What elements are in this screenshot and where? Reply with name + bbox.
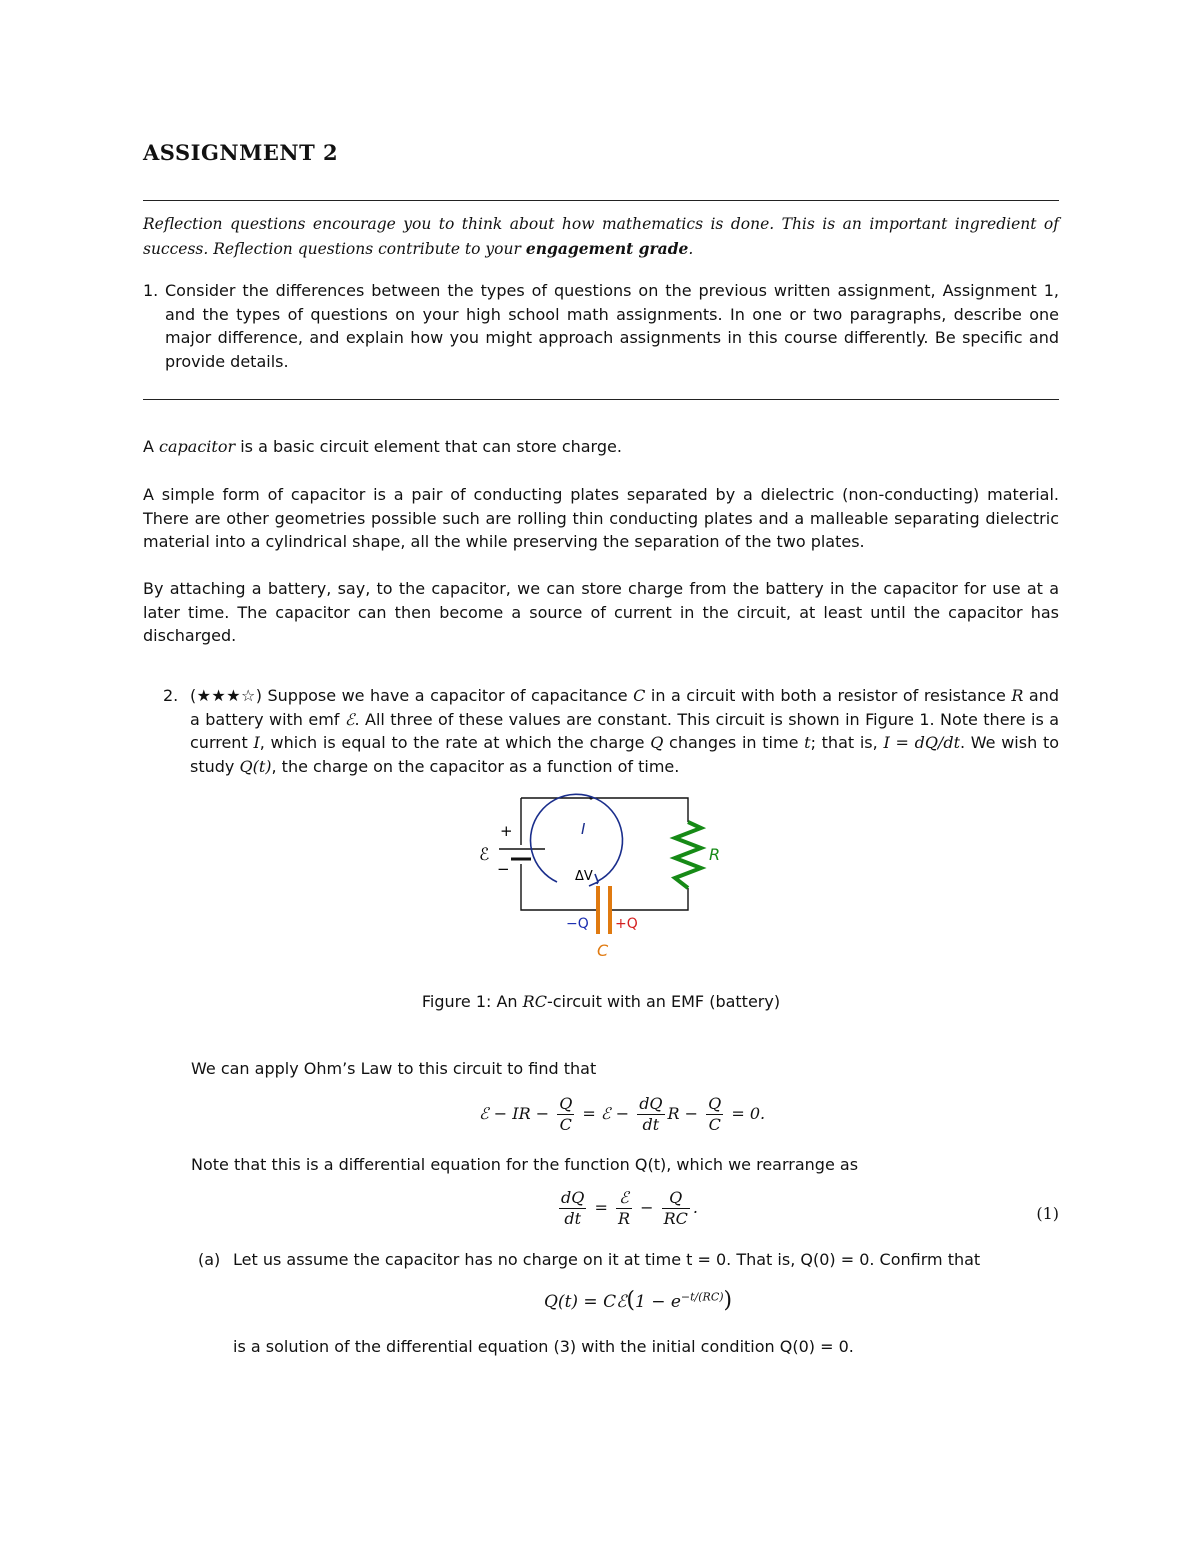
fraction-dq-dt — [637, 1094, 664, 1135]
part-a-follow: is a solution of the differential equation (3) with the initial condition Q(0) = 0. — [233, 1337, 854, 1356]
page-title: ASSIGNMENT 2 — [143, 140, 339, 165]
var-emf: ℰ — [344, 709, 355, 729]
solution-lhs: Q(t) = Cℰ — [544, 1292, 627, 1312]
reflection-intro — [143, 213, 1059, 261]
q2-text-a: Suppose we have a capacitor of capacitance — [267, 686, 634, 705]
numerator: Q — [559, 1094, 573, 1113]
divider-bottom — [143, 399, 1059, 400]
engagement-grade-term: engagement grade — [525, 238, 689, 258]
capacitor-definition — [143, 435, 1059, 459]
exponent: −t/(RC) — [680, 1290, 724, 1304]
numerator: dQ — [561, 1188, 585, 1207]
question-1-number: 1. — [143, 281, 159, 300]
q2-text-c: and a battery with emf — [190, 686, 1060, 729]
q2-text-i: , the charge on the capacitor as a function of time. — [271, 756, 680, 776]
q2-text-d: . All three of these values are constant. This circuit is shown in Figure 1. Note there is a current — [190, 709, 1060, 752]
ohm-law-lead: We can apply Ohm’s Law to this circuit to find that — [191, 1059, 597, 1078]
figure-caption — [143, 992, 1059, 1011]
q2-text-b: in a circuit with both a resistor of resistance — [645, 686, 1012, 705]
numerator: dQ — [639, 1094, 663, 1113]
question-1-text: Consider the differences between the types of questions on the previous written assignment, Assignment 1, and the types of questions on your high school math assignments. In one or two paragraphs, describe one major difference, and explain how you might approach assignments in this course differently. Be specific and provide details. — [165, 281, 1059, 371]
fraction-q-over-c-2 — [706, 1094, 723, 1135]
open-paren: ( — [626, 1288, 635, 1313]
var-capacitance: C — [633, 686, 646, 705]
fraction-e-over-r — [616, 1188, 632, 1229]
fraction-dq-dt — [559, 1188, 586, 1229]
resistor-zigzag — [675, 822, 701, 888]
equals-sign: = — [589, 1198, 613, 1217]
eq-part-a: ℰ − IR − — [479, 1104, 555, 1123]
negative-charge-label: −Q — [566, 916, 589, 932]
caption-rc: RC — [522, 992, 547, 1011]
capacitor-form-paragraph: A simple form of capacitor is a pair of conducting plates separated by a dielectric (non-conducting) material. There are other geometries possible such are rolling thin conducting plates and a malleable separating dielectric material into a cylindrical shape, all the while preserving the separation of the two plates. — [143, 485, 1059, 551]
definition-rest: is a basic circuit element that can store charge. — [235, 437, 622, 456]
var-current: I — [253, 733, 260, 752]
current-definition: I = dQ/dt — [883, 733, 960, 752]
emf-label: ℰ — [479, 845, 490, 865]
caption-suffix: -circuit with an EMF (battery) — [546, 992, 781, 1011]
numerator: Q — [708, 1094, 722, 1113]
var-resistance: R — [1011, 686, 1024, 705]
battery-minus-label: − — [497, 860, 510, 878]
eq-part-d: = 0. — [726, 1104, 766, 1123]
close-paren: ) — [723, 1288, 733, 1313]
solution-equation — [544, 1288, 732, 1313]
question-2-text: (★★★☆) Suppose we have a capacitor of capacitance C in a circuit with both a resistor of resistance R and a battery with emf ℰ. All three of these values are constant. This circuit is shown in Figure 1. Note there is a current I, which is equal to the rate at which the charge Q changes in time t; that is, I = dQ/dt. We wish to study Q(t), the charge on the capacitor as a function of time. — [190, 686, 1060, 776]
eq-part-b: = ℰ − — [577, 1104, 635, 1123]
current-label: I — [581, 820, 586, 838]
battery-paragraph: By attaching a battery, say, to the capacitor, we can store charge from the battery in the capacitor for use at a later time. The capacitor can then become a source of current in the circuit, at least until the capacitor has discharged. — [143, 579, 1059, 645]
battery-plus-label: + — [500, 822, 513, 840]
equation-number: (1) — [1036, 1204, 1059, 1223]
capacitor-label: C — [597, 941, 609, 960]
numerator: Q — [669, 1188, 683, 1207]
diffeq-lead: Note that this is a differential equation for the function Q(t), which we rearrange as — [191, 1155, 859, 1174]
numerator: ℰ — [619, 1188, 629, 1207]
ohm-law-equation — [479, 1094, 765, 1135]
divider-top — [143, 200, 1059, 201]
period: . — [692, 1198, 698, 1217]
charge-function: Q(t) — [239, 756, 272, 776]
var-time: t — [804, 733, 811, 752]
rc-circuit-diagram — [473, 788, 733, 968]
eq-part-c: R − — [667, 1104, 704, 1123]
q2-text-f: changes in time — [663, 733, 805, 752]
delta-v-label: ΔV — [575, 869, 593, 884]
circuit-wire — [521, 798, 688, 910]
positive-charge-label: +Q — [615, 916, 638, 932]
difficulty-stars: ★★★☆ — [196, 686, 256, 705]
denominator: dt — [637, 1114, 664, 1135]
denominator: C — [706, 1114, 723, 1135]
capacitor-term: capacitor — [159, 437, 236, 456]
denominator: C — [557, 1114, 574, 1135]
differential-equation-1 — [556, 1188, 698, 1229]
reflection-intro-end: . — [688, 239, 694, 258]
q2-text-g: ; that is, — [810, 733, 884, 752]
denominator: RC — [663, 1209, 688, 1228]
question-2-number: 2. — [163, 686, 179, 705]
part-a-text: Let us assume the capacitor has no charge on it at time t = 0. That is, Q(0) = 0. Confirm that — [233, 1250, 981, 1269]
resistor-label: R — [709, 845, 721, 864]
q2-text-e: , which is equal to the rate at which the charge — [259, 733, 651, 752]
fraction-q-over-c — [557, 1094, 574, 1135]
reflection-intro-text: Reflection questions encourage you to think about how mathematics is done. This is an important ingredient of success. Reflection questions contribute to your — [143, 215, 1059, 258]
definition-lead: A — [143, 437, 160, 456]
denominator: R — [617, 1209, 630, 1228]
part-a-label: (a) — [198, 1250, 221, 1269]
paren-inner: 1 − e — [634, 1292, 681, 1312]
caption-prefix: Figure 1: An — [421, 992, 523, 1011]
var-charge: Q — [650, 733, 664, 752]
denominator: dt — [559, 1208, 586, 1229]
q2-text-h: . We wish to study — [190, 733, 1060, 776]
fraction-q-over-rc — [662, 1188, 690, 1229]
minus-sign: − — [634, 1198, 659, 1217]
